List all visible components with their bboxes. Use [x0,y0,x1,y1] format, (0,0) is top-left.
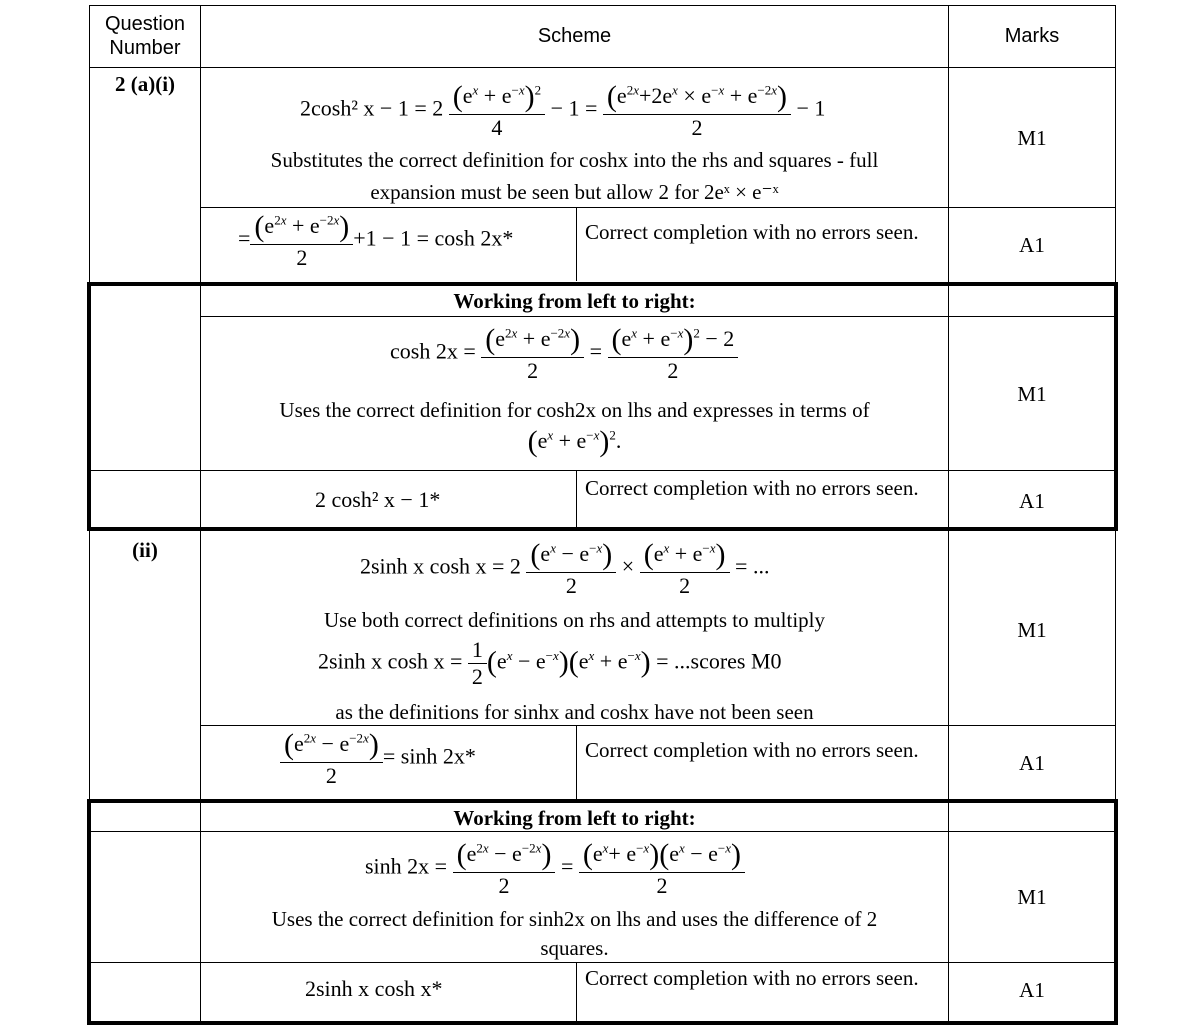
equation-2sinhxcoshx: 2sinh x cosh x = 2 $\frac{(e^x - e^{-x})}{2}$ × $\frac{(e^x + e^{-x})}{2}$ = ... [360,538,770,598]
header-marks: Marks [1004,25,1060,47]
equation-completion-cosh2x: = $\frac{(e^{2x} + e^{-2x})}{2}$ +1 − 1 = cosh 2x* [238,210,514,270]
header-scheme: Scheme [537,25,612,47]
mark-ii-a1: A1 [1019,751,1045,775]
equation-alt-completion-2sinhxcoshx: 2sinh x cosh x* [305,976,443,1001]
heading-working-left-to-right: Working from left to right: [453,289,696,313]
equation-alt-completion-2cosh2x: 2 cosh² x − 1* [315,487,441,512]
equation-alt-sinh2x: sinh 2x = $\frac{(e^{2x} - e^{-2x})}{2}$ = $\frac{(e^x+ e^{-x})(e^x - e^{-x})}{2}$ [365,838,745,899]
mark-ii-alt-a1: A1 [1019,978,1045,1002]
note-ii-correct-completion: Correct completion with no errors seen. [585,738,919,762]
equation-2cosh2x-expansion: 2cosh² x − 1 = 2 $\frac{(e^x + e^{-x})^2}{4}$ − 1 = $\frac{(e^{2x}+2e^x \times e^{-x} + e^{-2x})}{2}$ − 1 [300,80,826,140]
mark-2a-i-alt-m1: M1 [1017,382,1047,406]
note-correct-completion: Correct completion with no errors seen. [585,220,919,244]
expression-ex-plus-e-minus-x-squared: $(e^x + e^{-x})^2$. [527,425,622,458]
note-use-both-definitions: Use both correct definitions on rhs and attempts to multiply [324,608,825,632]
mark-2a-i-a1: A1 [1019,233,1045,257]
note-substitutes-definition-line1: Substitutes the correct definition for coshx into the rhs and squares - full [270,148,879,172]
equation-alt-cosh2x: cosh 2x = $\frac{(e^{2x} + e^{-2x})}{2}$ = $\frac{(e^x + e^{-x})^2 - 2}{2}$ [390,323,738,384]
question-label-2a-i: 2 (a)(i) [114,72,176,96]
mark-2a-i-alt-a1: A1 [1019,489,1045,513]
mark-ii-alt-m1: M1 [1017,885,1047,909]
mark-2a-i-m1: M1 [1017,126,1047,150]
note-squares: squares. [540,936,609,960]
note-uses-correct-definition-sinh2x: Uses the correct definition for sinh2x on lhs and uses the difference of 2 [271,907,878,931]
note-definitions-not-seen: as the definitions for sinhx and coshx have not been seen [335,700,814,724]
note-uses-correct-definition-cosh2x: Uses the correct definition for cosh2x on lhs and expresses in terms of [279,398,870,422]
note-alt-correct-completion: Correct completion with no errors seen. [585,476,919,500]
heading-ii-working-left-to-right: Working from left to right: [453,806,696,830]
mark-ii-m1: M1 [1017,618,1047,642]
question-label-ii: (ii) [132,538,158,562]
note-ii-alt-correct-completion: Correct completion with no errors seen. [585,966,919,990]
note-substitutes-definition-line2: expansion must be seen but allow 2 for 2eˣ × e⁻ˣ [370,180,779,204]
equation-completion-sinh2x: $\frac{(e^{2x} - e^{-2x})}{2}$ = sinh 2x* [280,728,476,789]
equation-half-product-m0: 2sinh x cosh x = $\frac{1}{2}$ $(e^x - e^{-x})(e^x + e^{-x})$ = ...scores M0 [318,637,782,689]
header-question-number: Question Number [104,13,186,59]
